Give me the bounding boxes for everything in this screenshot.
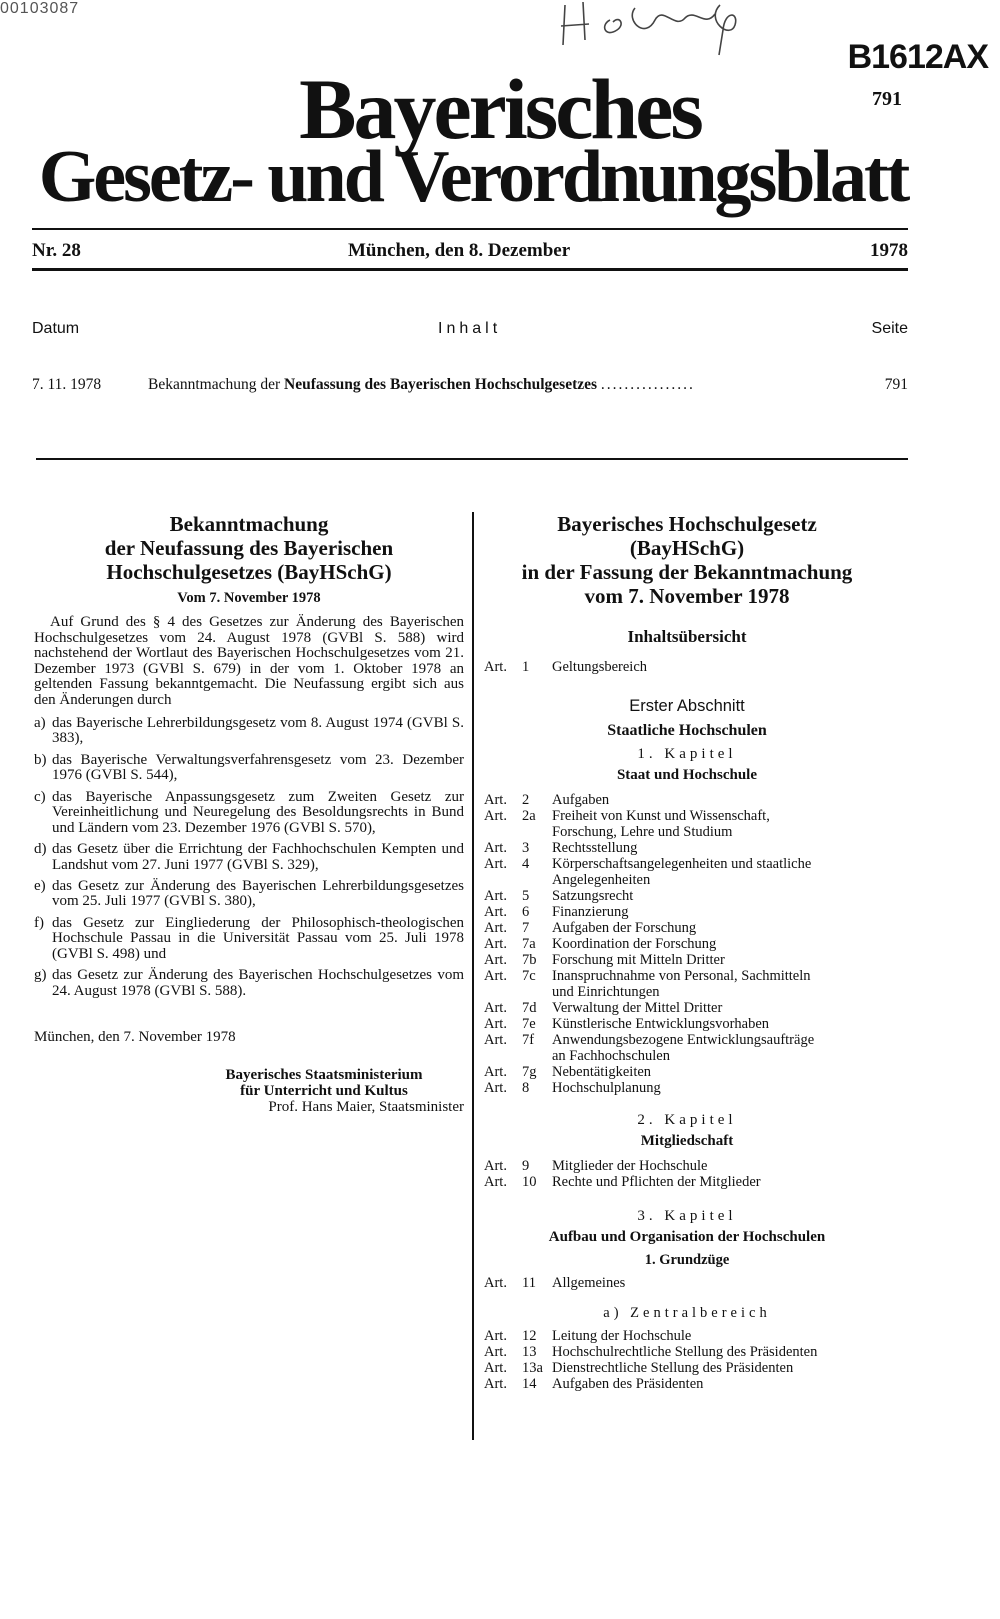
toc-row [484, 1080, 890, 1096]
document-code: B1612AX [847, 38, 988, 76]
contents-entry-title: Neufassung des Bayerischen Hochschulgesetzes [284, 376, 598, 393]
toc-art-label: Art. [484, 1274, 507, 1291]
toc-art-label: Art. [484, 1079, 507, 1096]
contents-entry-text [148, 376, 848, 394]
toc-art-title: Inanspruchnahme von Personal, Sachmitteln [552, 967, 811, 984]
toc-row [484, 792, 890, 808]
signing-place-date: München, den 7. November 1978 [34, 1029, 236, 1046]
toc-art-title: Hochschulrechtliche Stellung des Präsidenten [552, 1343, 818, 1360]
header-rule-bottom [32, 268, 908, 271]
toc-art-title: Aufgaben [552, 791, 610, 808]
toc-art-number: 7f [522, 1031, 535, 1048]
toc-art-title: Freiheit von Kunst und Wissenschaft, [552, 807, 770, 824]
toc-row [484, 968, 890, 984]
list-item: f) das Gesetz zur Eingliederung der Philosophisch-theologischen Hochschule Passau in die Universität Passau vom 25. Juli 1978 (GVBl S. 498) und [34, 914, 464, 962]
toc-art-label: Art. [484, 1031, 507, 1048]
left-title-1: Bekanntmachung [169, 512, 329, 536]
issue-place-date: München, den 8. Dezember [348, 240, 571, 261]
toc-art-title: Rechtsstellung [552, 839, 638, 856]
contents-heading: Inhalt [438, 320, 502, 337]
intro-paragraph: Auf Grund des § 4 des Gesetzes zur Änderung des Bayerischen Hochschulgesetzes vom 24. August 1978 (GVBl S. 588) wird nachstehend der Wortlaut des Bayerischen Hochschulgesetzes vom 21. Dezember 1973 (GVBl S. 679) in der vom 1. Oktober 1978 an geltenden Fassung bekanntgemacht. Die Neufassung ergibt sich aus den Änderungen durch [34, 614, 464, 708]
toc-art-title-continued: und Einrichtungen [552, 983, 660, 1000]
column-divider [472, 512, 474, 1440]
toc-row [484, 1275, 890, 1291]
right-title-2: (BayHSchG) [629, 536, 745, 561]
toc-art-title: Aufgaben des Präsidenten [552, 1375, 704, 1392]
toc-art-number: 7d [522, 999, 537, 1016]
toc-zentralbereich [484, 1328, 890, 1392]
issue-number: Nr. 28 [32, 240, 81, 261]
toc-row [484, 1032, 890, 1048]
toc-art-number: 5 [522, 887, 530, 904]
toc-art-number: 13a [522, 1359, 543, 1376]
toc-art-title: Künstlerische Entwicklungsvorhaben [552, 1015, 770, 1032]
toc-art-number: 14 [522, 1375, 537, 1392]
toc-art-title: Aufgaben der Forschung [552, 919, 697, 936]
toc-row [484, 952, 890, 968]
toc-art-label: Art. [484, 967, 507, 984]
toc-row [484, 808, 890, 824]
section-heading: Erster Abschnitt [629, 696, 745, 715]
contents-date-heading: Datum [32, 320, 80, 337]
toc-art-number: 6 [522, 903, 530, 920]
ministry-line-1: Bayerisches Staatsministerium [225, 1067, 423, 1084]
toc-art-number: 13 [522, 1343, 537, 1360]
toc-art-label: Art. [484, 935, 507, 952]
contents-entry-prefix: Bekanntmachung der [148, 376, 281, 393]
chapter-2-heading: 2. Kapitel [637, 1111, 737, 1128]
toc-art-number: 10 [522, 1173, 537, 1190]
toc-art-title-continued: Angelegenheiten [552, 871, 651, 888]
toc-art-number: 7c [522, 967, 536, 984]
toc-art-label: Art. [484, 1157, 507, 1174]
right-title-4: vom 7. November 1978 [584, 584, 790, 609]
toc-art-label: Art. [484, 903, 507, 920]
toc-art-label: Art. [484, 1375, 507, 1392]
chapter-1-heading: 1. Kapitel [637, 745, 737, 762]
toc-row [484, 1000, 890, 1016]
toc-row [484, 936, 890, 952]
toc-art-title: Allgemeines [552, 1274, 626, 1291]
right-title-3: in der Fassung der Bekanntmachung [521, 560, 853, 585]
toc-art-title: Koordination der Forschung [552, 935, 717, 952]
masthead-line1: Bayerisches [299, 61, 701, 157]
toc-art-number: 7 [522, 919, 530, 936]
toc-art-title: Leitung der Hochschule [552, 1327, 692, 1344]
toc-row [484, 856, 890, 872]
contents-page-heading: Seite [871, 320, 908, 337]
toc-heading: Inhaltsübersicht [627, 626, 747, 646]
masthead-line2: Gesetz- und Verordnungsblatt [38, 136, 908, 218]
toc-art-number: 7g [522, 1063, 537, 1080]
toc-art-label: Art. [484, 1173, 507, 1190]
right-title-1: Bayerisches Hochschulgesetz [557, 512, 817, 536]
toc-art-title: Mitglieder der Hochschule [552, 1157, 708, 1174]
toc-row [484, 1376, 890, 1392]
left-column [34, 512, 464, 1115]
list-item: b) das Bayerische Verwaltungsverfahrensgesetz vom 23. Dezember 1976 (GVBl S. 544), [34, 751, 464, 784]
contents-entry-dots: ................ [600, 376, 695, 393]
toc-art-title: Rechte und Pflichten der Mitglieder [552, 1173, 761, 1190]
toc-art-label: Art. [484, 839, 507, 856]
toc-art-number: 7a [522, 935, 536, 952]
toc-art-label: Art. [484, 807, 507, 824]
toc-art-label: Art. [484, 887, 507, 904]
list-item: e) das Gesetz zur Änderung des Bayerischen Lehrerbildungsgesetzes vom 25. Juli 1977 (GVBl S. 380), [34, 877, 464, 910]
toc-art-label: Art. [484, 1359, 507, 1376]
list-item: g) das Gesetz zur Änderung des Bayerischen Hochschulgesetzes vom 24. August 1978 (GVBl S. 588). [34, 967, 464, 999]
toc-row [484, 1360, 890, 1376]
toc-art-title: Hochschulplanung [552, 1079, 661, 1096]
toc-row [484, 1174, 890, 1190]
toc-art-label: Art. [484, 919, 507, 936]
toc-art-label: Art. [484, 951, 507, 968]
left-dated: Vom 7. November 1978 [177, 590, 321, 607]
subsection-grundzuege: 1. Grundzüge [644, 1251, 730, 1268]
chapter-2-title: Mitgliedschaft [640, 1132, 734, 1149]
toc-art-number: 3 [522, 839, 530, 856]
handwritten-signature [555, 0, 755, 60]
toc-chapter-2 [484, 1158, 890, 1190]
ministry-line-2: für Unterricht und Kultus [240, 1082, 408, 1099]
toc-row [484, 904, 890, 920]
toc-row [484, 1158, 890, 1174]
page-number: 791 [872, 88, 902, 110]
minister-name: Prof. Hans Maier, Staatsminister [268, 1098, 464, 1115]
amendment-list [34, 716, 464, 999]
toc-art-number: 2 [522, 791, 530, 808]
toc-art-label: Art. [484, 1343, 507, 1360]
section-title: Staatliche Hochschulen [607, 721, 767, 739]
toc-chapter-3 [484, 1275, 890, 1291]
list-item: c) das Bayerische Anpassungsgesetz zum Zweiten Gesetz zur Vereinheitlichung und Neuregelung des Besoldungsrechts in Bund und Ländern vom 23. Dezember 1976 (GVBl S. 570), [34, 788, 464, 836]
toc-art-title: Nebentätigkeiten [552, 1063, 652, 1080]
right-column [484, 512, 890, 1392]
toc-art-title: Körperschaftsangelegenheiten und staatliche [552, 855, 812, 872]
chapter-3-heading: 3. Kapitel [637, 1207, 737, 1224]
toc-art-label: Art. [484, 791, 507, 808]
toc-row [484, 1064, 890, 1080]
toc-row [484, 1328, 890, 1344]
chapter-1-title: Staat und Hochschule [616, 766, 758, 783]
toc-art-title: Verwaltung der Mittel Dritter [552, 999, 723, 1016]
toc-row [484, 920, 890, 936]
contents-entry-date: 7. 11. 1978 [32, 376, 102, 393]
toc-art-title: Dienstrechtliche Stellung des Präsidenten [552, 1359, 794, 1376]
toc-row: Art. 1 Geltungsbereich [484, 658, 648, 675]
left-title-3: Hochschulgesetzes (BayHSchG) [106, 560, 392, 585]
separator-rule [36, 458, 908, 460]
header-rule-top [32, 228, 908, 230]
toc-art-label: Art. [484, 1327, 507, 1344]
toc-art-label: Art. [484, 999, 507, 1016]
toc-art1 [484, 659, 890, 675]
toc-art-title: Anwendungsbezogene Entwicklungsaufträge [552, 1031, 815, 1048]
toc-art-number: 12 [522, 1327, 537, 1344]
toc-art-title: Forschung mit Mitteln Dritter [552, 951, 725, 968]
toc-row [484, 1016, 890, 1032]
subsection-zentralbereich: a) Zentralbereich [603, 1304, 771, 1321]
toc-art-title: Finanzierung [552, 903, 629, 920]
toc-row [484, 1344, 890, 1360]
toc-art-number: 4 [522, 855, 530, 872]
toc-art-number: 7e [522, 1015, 536, 1032]
toc-art-title: Satzungsrecht [552, 887, 634, 904]
signature-block [34, 1068, 464, 1115]
left-title-2: der Neufassung des Bayerischen [104, 536, 394, 561]
toc-art-number: 9 [522, 1157, 530, 1174]
archive-stamp: 00103087 [0, 0, 80, 17]
chapter-3-title: Aufbau und Organisation der Hochschulen [548, 1228, 826, 1245]
toc-art-label: Art. [484, 1015, 507, 1032]
toc-art-title-continued: an Fachhochschulen [552, 1047, 670, 1064]
toc-art-title-continued: Forschung, Lehre und Studium [552, 823, 733, 840]
issue-year: 1978 [870, 240, 908, 261]
toc-row [484, 840, 890, 856]
list-item: a) das Bayerische Lehrerbildungsgesetz vom 8. August 1974 (GVBl S. 383), [34, 715, 464, 747]
toc-chapter-1 [484, 792, 890, 1096]
toc-art-number: 8 [522, 1079, 530, 1096]
toc-art-number: 2a [522, 807, 536, 824]
toc-art-number: 11 [522, 1274, 536, 1291]
toc-art-label: Art. [484, 855, 507, 872]
contents-entry-page: 791 [884, 376, 908, 393]
list-item: d) das Gesetz über die Errichtung der Fachhochschulen Kempten und Landshut vom 27. Juni 1977 (GVBl S. 329), [34, 841, 464, 873]
toc-art-label: Art. [484, 1063, 507, 1080]
toc-row [484, 888, 890, 904]
toc-art-number: 7b [522, 951, 537, 968]
